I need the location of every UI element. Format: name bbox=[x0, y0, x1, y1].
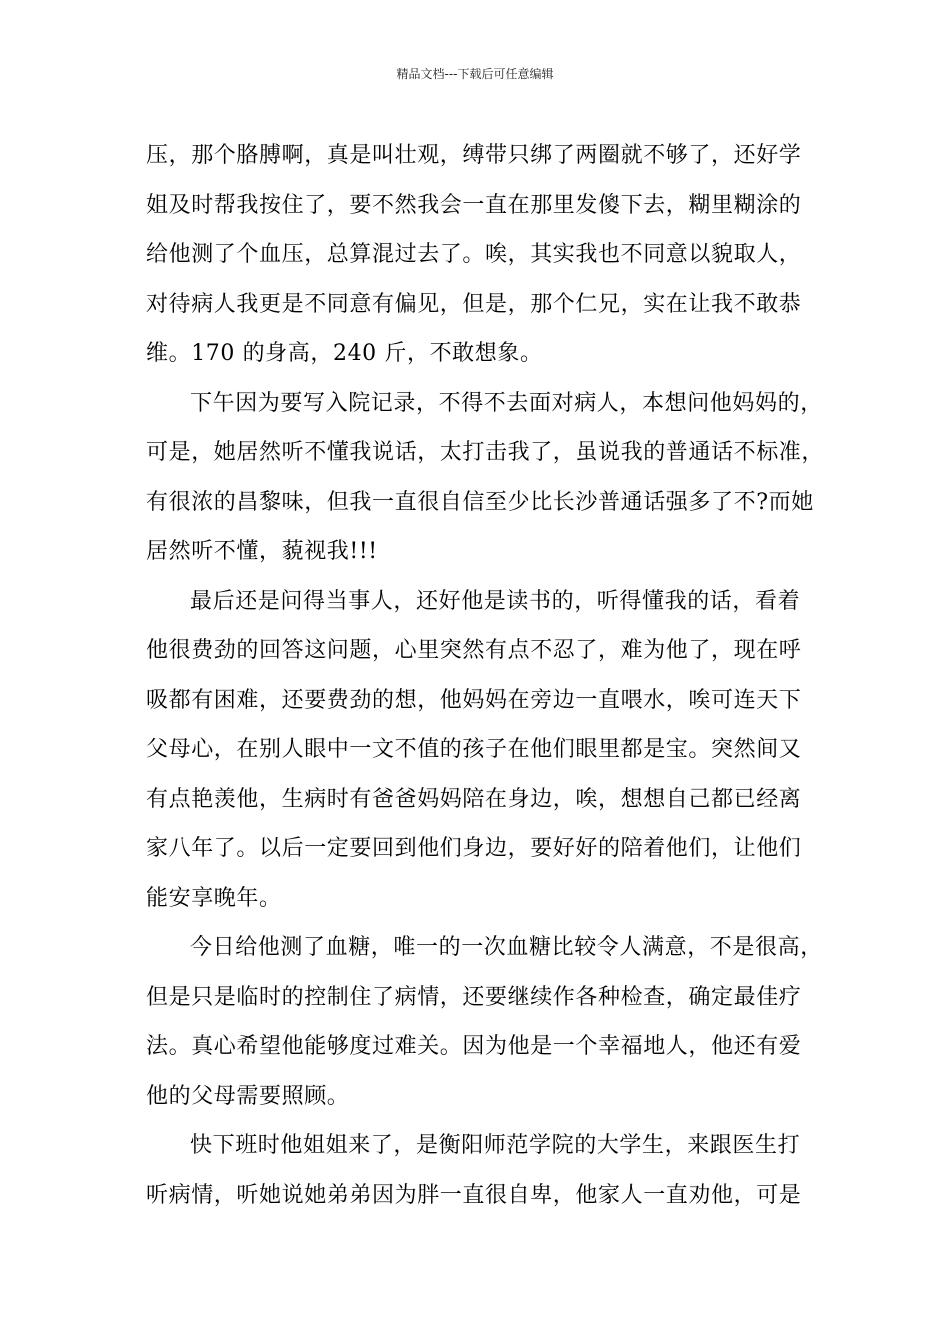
page-header: 精品文档---下载后可任意编辑 bbox=[396, 67, 554, 81]
text-line: 压，那个胳膊啊，真是叫壮观，缚带只绑了两圈就不够了，还好学 bbox=[146, 143, 802, 168]
text-line: 维。170 的身高，240 斤，不敢想象。 bbox=[146, 341, 543, 366]
paragraph-first-line: 快下班时他姐姐来了，是衡阳师范学院的大学生，来跟医生打 bbox=[190, 1133, 801, 1158]
text-line: 听病情，听她说她弟弟因为胖一直很自卑，他家人一直劝他，可是 bbox=[146, 1182, 802, 1208]
text-line: 对待病人我更是不同意有偏见，但是，那个仁兄，实在让我不敢恭 bbox=[146, 291, 802, 317]
text-line: 法。真心希望他能够度过难关。因为他是一个幸福地人，他还有爱 bbox=[146, 1034, 802, 1059]
text-line: 吸都有困难，还要费劲的想，他妈妈在旁边一直喂水，唉可连天下 bbox=[146, 687, 802, 713]
text-line: 给他测了个血压，总算混过去了。唉，其实我也不同意以貌取人， bbox=[146, 242, 802, 267]
text-line: 他很费劲的回答这问题，心里突然有点不忍了，难为他了，现在呼 bbox=[146, 638, 802, 663]
text-line: 家八年了。以后一定要回到他们身边，要好好的陪着他们，让他们 bbox=[146, 836, 802, 861]
paragraph-first-line: 最后还是问得当事人，还好他是读书的，听得懂我的话，看着 bbox=[190, 588, 801, 614]
text-line: 有点艳羡他，生病时有爸爸妈妈陪在身边，唉，想想自己都已经离 bbox=[146, 786, 802, 812]
body-text bbox=[146, 131, 825, 1220]
text-line: 姐及时帮我按住了，要不然我会一直在那里发傻下去，糊里糊涂的 bbox=[146, 192, 802, 218]
text-line: 有很浓的昌黎味，但我一直很自信至少比长沙普通话强多了不?而她 bbox=[146, 489, 814, 515]
text-line: 他的父母需要照顾。 bbox=[146, 1083, 350, 1109]
paragraph-first-line: 今日给他测了血糖，唯一的一次血糖比较令人满意，不是很高， bbox=[190, 935, 823, 960]
text-line: 但是只是临时的控制住了病情，还要继续作各种检查，确定最佳疗 bbox=[146, 984, 802, 1010]
text-line: 父母心，在别人眼中一文不值的孩子在他们眼里都是宝。突然间又 bbox=[146, 737, 802, 762]
text-line: 居然听不懂，藐视我!!! bbox=[146, 539, 378, 564]
text-line: 能安享晚年。 bbox=[146, 885, 282, 911]
paragraph-first-line: 下午因为要写入院记录，不得不去面对病人，本想问他妈妈的， bbox=[190, 390, 823, 416]
text-line: 可是，她居然听不懂我说话，太打击我了，虽说我的普通话不标准， bbox=[146, 440, 825, 465]
